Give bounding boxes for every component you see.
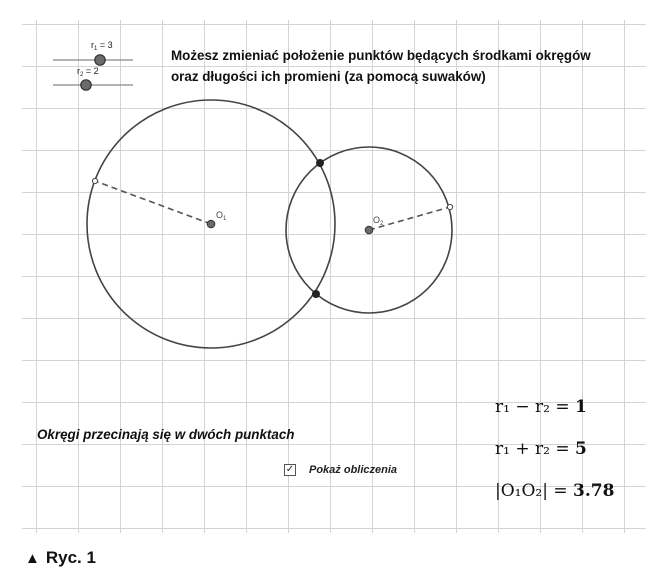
center-o1-point[interactable] bbox=[207, 220, 215, 228]
radius-1-endpoint[interactable] bbox=[92, 178, 97, 183]
slider-r1-label: $r_1 = 3$ bbox=[91, 40, 113, 52]
instruction-line-1: Możesz zmieniać położenie punktów będących środkami okręgów bbox=[171, 48, 591, 63]
instruction-line-2: oraz długości ich promieni (za pomocą suwaków) bbox=[171, 69, 486, 84]
formula-radius-difference-value: 1 bbox=[575, 397, 587, 417]
center-o2-point[interactable] bbox=[365, 226, 373, 234]
center-o1-label: $O_1$ bbox=[216, 210, 227, 222]
slider-r2-label: $r_2 = 2$ bbox=[77, 66, 99, 78]
intersection-status-text: Okręgi przecinają się w dwóch punktach bbox=[37, 427, 295, 442]
intersection-point-lower bbox=[312, 290, 320, 298]
slider-r2-knob[interactable] bbox=[81, 80, 91, 90]
show-calculations-checkbox[interactable]: ✓ bbox=[285, 464, 295, 475]
formula-radius-difference bbox=[495, 397, 587, 417]
slider-r2[interactable] bbox=[53, 66, 133, 90]
slider-r1-knob[interactable] bbox=[95, 55, 105, 65]
radius-2-endpoint[interactable] bbox=[447, 204, 452, 209]
formula-radius-sum bbox=[495, 439, 587, 459]
figure-caption-text: Ryc. 1 bbox=[45, 548, 96, 567]
formula-center-distance-value: 3.78 bbox=[573, 481, 615, 501]
show-calculations-label[interactable]: Pokaż obliczenia bbox=[309, 464, 398, 476]
formula-radius-difference-expr: r₁ − r₂ = bbox=[495, 397, 570, 417]
formula-radius-sum-value: 5 bbox=[575, 439, 587, 459]
radius-1-segment bbox=[95, 181, 211, 224]
formula-radius-sum-expr: r₁ + r₂ = bbox=[495, 439, 570, 459]
center-o2-label: $O_2$ bbox=[373, 215, 384, 227]
show-calculations-toggle[interactable] bbox=[284, 464, 397, 476]
intersection-point-upper bbox=[316, 159, 324, 167]
slider-r1[interactable] bbox=[53, 40, 133, 65]
figure-caption bbox=[25, 548, 96, 568]
formula-center-distance bbox=[495, 481, 614, 501]
instruction-text bbox=[171, 45, 641, 87]
formula-center-distance-expr: |O₁O₂| = bbox=[495, 481, 568, 501]
triangle-up-icon: ▲ bbox=[25, 550, 40, 567]
